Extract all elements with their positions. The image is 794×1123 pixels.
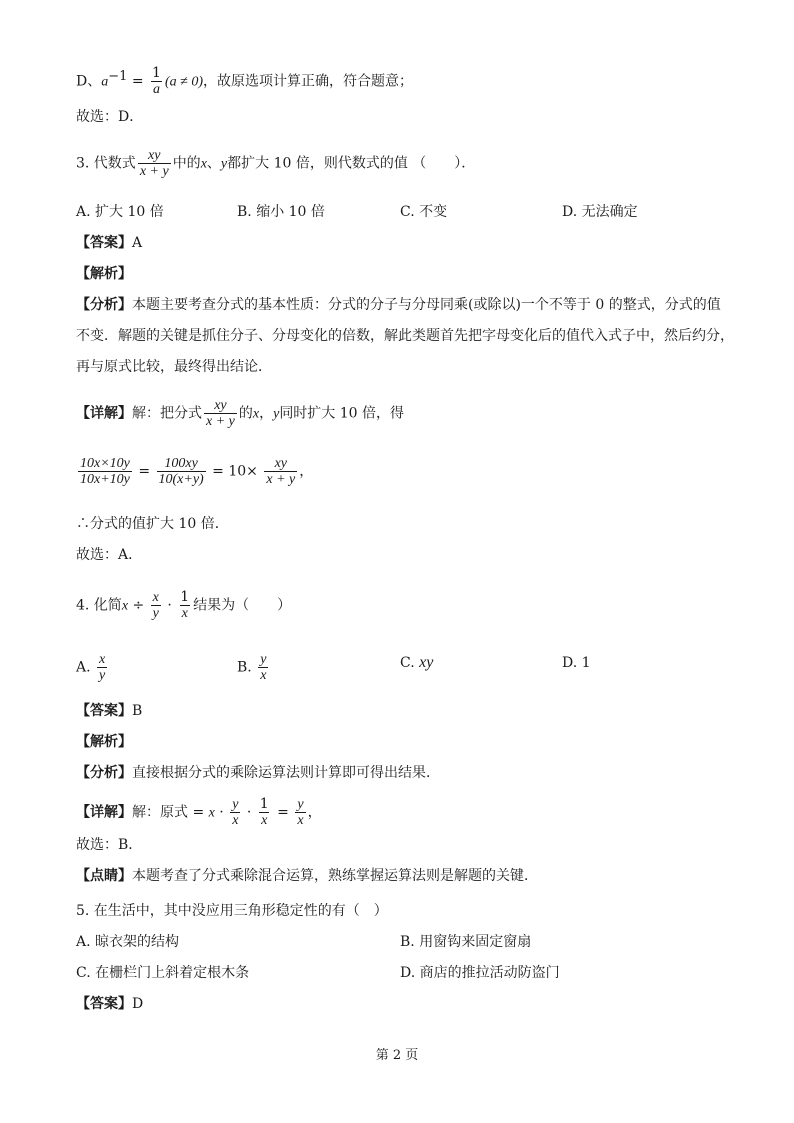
fraction: $\frac{x}{y}$ (152, 590, 159, 621)
q5-option-a: A. 晾衣架的结构 (76, 934, 180, 950)
fraction: $\frac{y}{x}$ (297, 797, 304, 828)
q3-choice: 故选：A． (76, 547, 143, 563)
choice-conclusion: 故选：D． (76, 109, 144, 125)
q4-summary: 【点睛】本题考查了分式乘除混合运算，熟练掌握运算法则是解题的关键． (76, 868, 538, 884)
q3-detail: 【详解】解：把分式 $\frac{xy}{x + y}$ 的x，y同时扩大 10 倍，得 (76, 398, 405, 429)
q5-answer: 【答案】D (76, 996, 144, 1012)
q3-analysis-heading: 【解析】 (76, 266, 132, 282)
q5-option-d: D. 商店的推拉活动防盗门 (400, 965, 560, 981)
fraction: $\frac{1}{a}$ (152, 65, 161, 97)
q4-answer: 【答案】B (76, 703, 143, 719)
question-5: 5. 在生活中，其中没应用三角形稳定性的有（ ） (76, 903, 388, 919)
q3-equation: $\frac{10x\times 10y}{10x+10y}$ = $\frac{100xy}{10(x+y)}$ = 10× $\frac{xy}{x + y}$ ， (80, 456, 314, 487)
q4-option-c: C. xy (400, 654, 434, 671)
question-4: 4. 化简x ÷ $\frac{x}{y}$ · $\frac{1}{x}$ 结果为（ ） (76, 589, 292, 621)
fraction: $\frac{1}{x}$ (259, 796, 269, 828)
q3-analysis-line2: 不变．解题的关键是抓住分子、分母变化的倍数，解此类题首先把字母变化后的值代入式子中，然后约分， (76, 328, 734, 344)
q3-answer: 【答案】A (76, 235, 143, 251)
q5-option-c: C. 在栅栏门上斜着定根木条 (76, 965, 250, 981)
q3-option-a: A. 扩大 10 倍 (76, 204, 164, 220)
fraction: $\frac{x}{y}$ (99, 652, 106, 683)
page-number: 第 2 页 (375, 1048, 419, 1063)
fraction: $\frac{y}{x}$ (260, 652, 267, 683)
fraction: $\frac{y}{x}$ (232, 797, 239, 828)
q3-analysis: 【分析】本题主要考查分式的基本性质：分式的分子与分母同乘(或除以)一个不等于 0 的整式，分式的值 (76, 297, 721, 313)
option-d-explanation: D、$a^{-1}$ = $\frac{1}{a}$ (a ≠ 0)，故原选项计算正确，符合题意； (76, 65, 413, 97)
q4-option-a: A. $\frac{x}{y}$ (76, 652, 106, 683)
fraction: $\frac{xy}{x + y}$ (266, 456, 296, 487)
q3-option-b: B. 缩小 10 倍 (237, 204, 325, 220)
q4-detail: 【详解】解：原式 = x · $\frac{y}{x}$ · $\frac{1}{x}$ = $\frac{y}{x}$ ， (76, 796, 322, 828)
q3-conclusion: ∴分式的值扩大 10 倍． (76, 516, 229, 532)
fraction: $\frac{xy}{x + y}$ (206, 398, 235, 429)
q5-option-b: B. 用窗钩来固定窗扇 (400, 934, 532, 950)
fraction: $\frac{1}{x}$ (180, 589, 190, 621)
fraction: $\frac{10x\times 10y}{10x+10y}$ (80, 456, 130, 487)
q3-option-d: D. 无法确定 (562, 204, 638, 220)
q4-option-d: D. 1 (562, 655, 591, 671)
q4-analysis: 【分析】直接根据分式的乘除运算法则计算即可得出结果． (76, 765, 440, 781)
fraction: $\frac{100xy}{10(x+y)}$ (158, 456, 204, 487)
q4-choice: 故选：B． (76, 837, 143, 853)
question-3: 3. 代数式 $\frac{xy}{x + y}$ 中的x、y都扩大 10 倍，则代数式的值 （ ）． (76, 148, 476, 179)
q4-analysis-heading: 【解析】 (76, 734, 132, 750)
q3-analysis-line3: 再与原式比较，最终得出结论． (76, 359, 272, 375)
q3-option-c: C. 不变 (400, 204, 448, 220)
fraction: $\frac{xy}{x + y}$ (139, 148, 169, 179)
q4-option-b: B. $\frac{y}{x}$ (237, 652, 267, 683)
